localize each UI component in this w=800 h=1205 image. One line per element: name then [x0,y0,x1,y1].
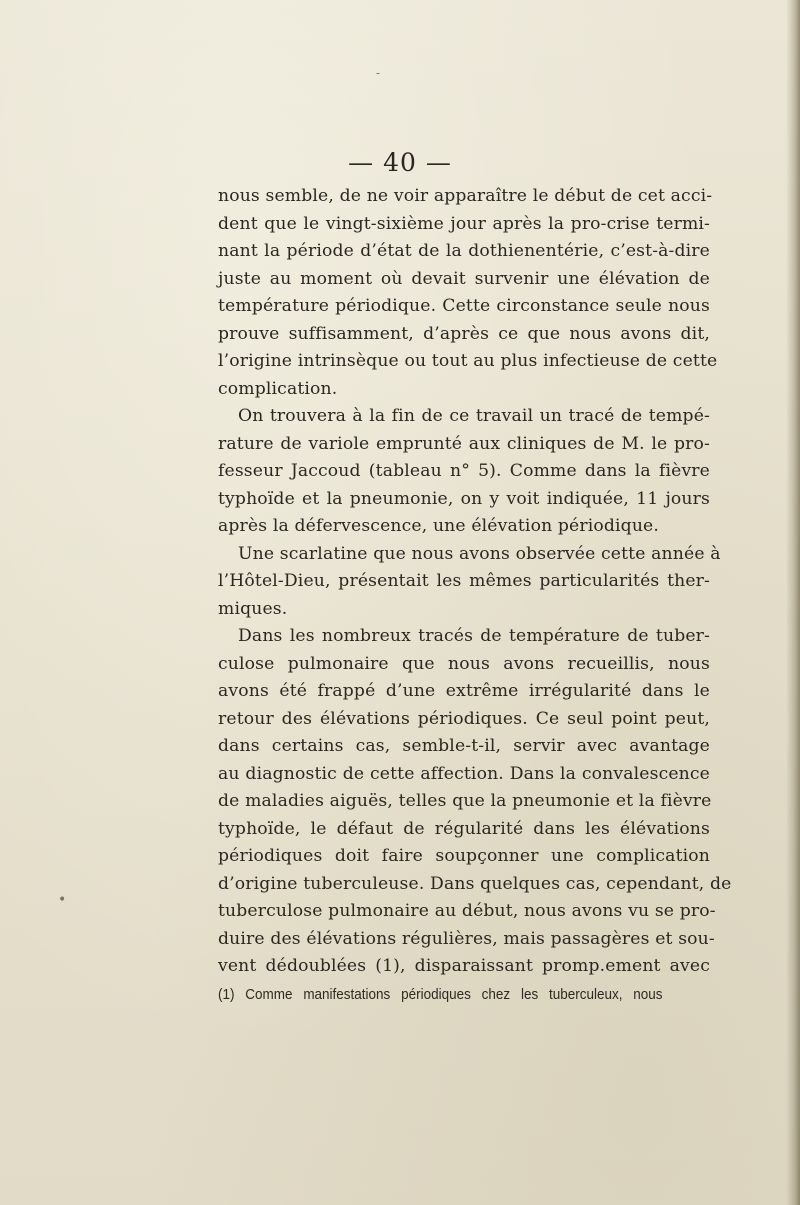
speck: • [58,892,67,908]
text-line: culose pulmonaire que nous avons recueillis, nous [218,653,710,674]
footnote: (1) Comme manifestations périodiques chez les tuberculeux, nous [218,987,663,1003]
text-line: tuberculose pulmonaire au début, nous avons vu se pro- [218,901,716,921]
text-line: typhoïde et la pneumonie, on y voit indiquée, 11 jours [218,488,710,509]
text-line: fesseur Jaccoud (tableau n° 5). Comme dans la fièvre [218,461,710,481]
body-text [218,183,732,981]
text-line: Dans les nombreux tracés de température de tuber- [238,626,710,646]
text-line: avons été frappé d’une extrême irrégularité dans le [218,681,710,701]
text-line: nant la période d’état de la dothienentérie, c’est-à-dire [218,241,710,261]
text-line: miques. [218,598,288,619]
speck: - [376,66,381,80]
text-line: périodiques doit faire soupçonner une complication [218,846,710,866]
text-line: l’origine intrinsèque ou tout au plus infectieuse de cette [218,351,718,371]
text-line: vent dédoublées (1), disparaissant promp.ement avec [218,956,710,976]
text-line: température périodique. Cette circonstance seule nous [218,296,710,316]
text-line: d’origine tuberculeuse. Dans quelques cas, cependant, de [218,873,732,894]
text-line: nous semble, de ne voir apparaître le début de cet acci- [218,186,713,206]
text-line: de maladies aiguës, telles que la pneumonie et la fièvre [218,791,712,811]
text-line: retour des élévations périodiques. Ce seul point peut, [218,708,710,729]
text-line: typhoïde, le défaut de régularité dans les élévations [218,818,710,839]
text-line: l’Hôtel-Dieu, présentait les mêmes particularités ther- [218,571,710,591]
text-line: au diagnostic de cette affection. Dans la convalescence [218,763,710,784]
page-edge-shadow [786,0,800,1205]
text-line: duire des élévations régulières, mais passagères et sou- [218,928,715,949]
text-line: dent que le vingt-sixième jour après la pro-crise termi- [218,213,710,234]
text-line: juste au moment où devait survenir une élévation de [218,268,710,289]
text-line: prouve suffisamment, d’après ce que nous avons dit, [218,323,710,344]
text-line: Une scarlatine que nous avons observée cette année à [238,543,721,564]
text-line: complication. [218,378,338,399]
page-number: — 40 — [348,148,452,177]
text-line: dans certains cas, semble-t-il, servir avec avantage [218,736,710,756]
text-line: On trouvera à la fin de ce travail un tracé de tempé- [238,406,710,426]
text-line: après la défervescence, une élévation périodique. [218,516,659,536]
text-line: rature de variole emprunté aux cliniques de M. le pro- [218,433,710,454]
